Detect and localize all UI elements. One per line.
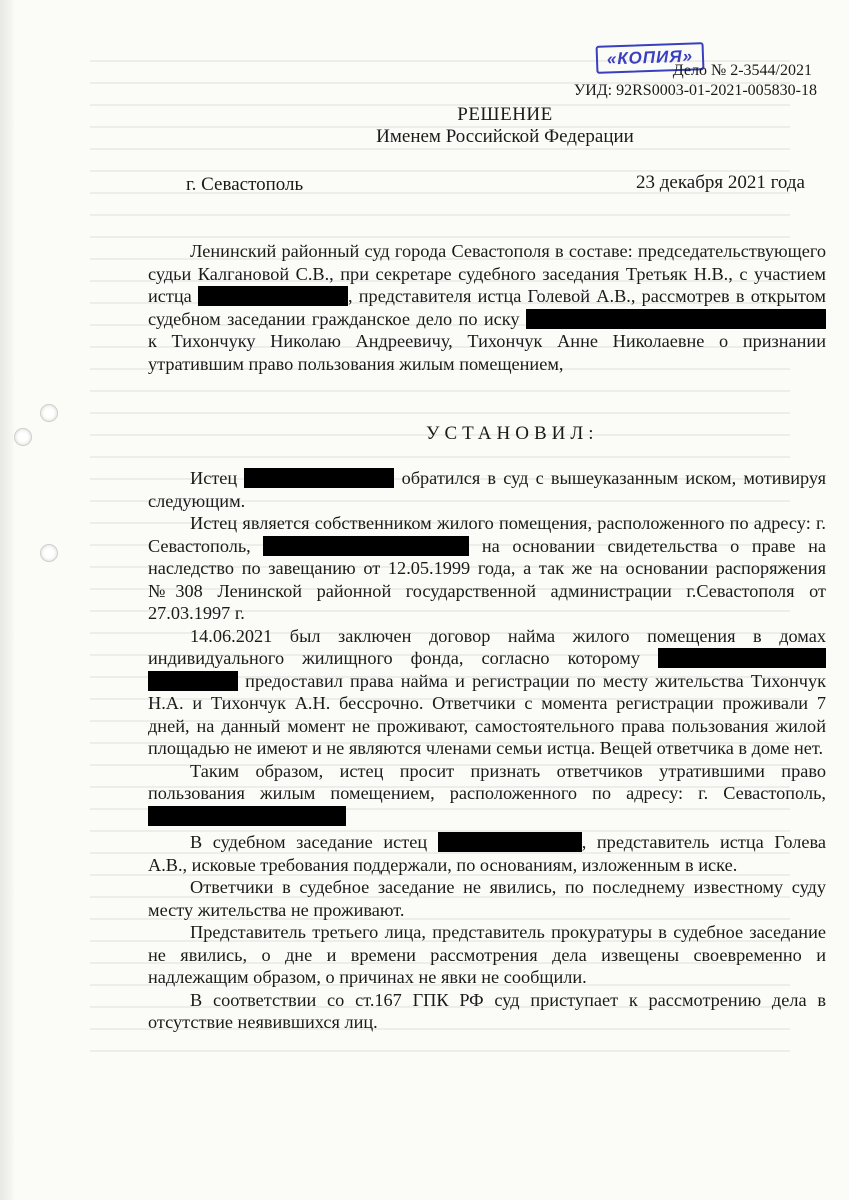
paragraph: Представитель третьего лица, представитель прокуратуры в судебное заседание не явились, о дне и времени рассмотрения дела извещены своевременно и надлежащим образом, о причинах не явки не сообщили. [148,922,826,987]
redaction [658,648,826,668]
redaction [438,832,582,852]
section-heading: УСТАНОВИЛ: [426,423,599,444]
paragraph [148,512,826,625]
paragraph-text: 14.06.2021 был заключен договор найма жилого помещения в домах индивидуального жилищного фонда, согласно которому [148,625,826,668]
intro-text: Ленинский районный суд города Севастополя в составе: председательствующего судьи Калгановой С.В., при секретаре судебного заседания Третьяк Н.В., с участием истца [148,241,826,306]
paragraph: Ответчики в судебное заседание не явились, по последнему известному суду месту жительства не проживают. [148,877,826,920]
paragraph-text: Истец является собственником жилого помещения, расположенного по адресу: г. Севастополь, [148,513,826,556]
redaction [263,536,469,556]
paragraph-text: Таким образом, истец просит признать ответчиков утратившими право пользования жилым помещением, расположенного по адресу: г. Севастополь, [148,760,826,803]
punch-hole [40,544,58,562]
paragraph-text: предоставил права найма и регистрации по месту жительства Тихончук Н.А. и Тихончук А.Н. бессрочно. Ответчики с момента регистрации проживали 7 дней, на данный момент не проживают, самостоятельного права пользования жилой площадью не имеют и не являются членами семьи истца. Вещей ответчика в доме нет. [148,670,826,758]
city: г. Севастополь [186,174,304,195]
punch-hole [14,428,32,446]
redaction [526,309,826,329]
scan-edge [0,0,14,1200]
document-title: РЕШЕНИЕ [457,104,553,125]
intro-text: , представителя истца Голевой А.В., рассмотрев в открытом судебном заседании гражданское дело по иску [148,286,826,329]
body-paragraphs [148,467,826,1034]
case-number: Дело № 2-3544/2021 [672,62,812,79]
paragraph-text: Истец [190,468,245,488]
redaction [148,671,238,691]
copy-stamp: «КОПИЯ» [596,42,705,74]
intro-paragraph [148,240,826,375]
intro-text: к Тихончуку Николаю Андреевичу, Тихончук Анне Николаевне о признании утратившим право пользования жилым помещением, [148,331,826,374]
document-subtitle: Именем Российской Федерации [376,126,634,147]
redaction [198,286,348,306]
case-uid: УИД: 92RS0003-01-2021-005830-18 [573,82,817,99]
decision-date: 23 декабря 2021 года [635,172,805,193]
redaction [148,806,346,826]
paragraph [148,467,826,512]
paragraph-text: , представитель истца Голева А.В., исковые требования поддержали, по основаниям, изложенным в иске. [148,832,826,875]
punch-hole [40,404,58,422]
paragraph-text: обратился в суд с вышеуказанным иском, мотивируя следующим. [148,468,826,511]
redaction [244,468,394,488]
paragraph [148,760,826,828]
paragraph: В соответствии со ст.167 ГПК РФ суд приступает к рассмотрению дела в отсутствие неявившихся лиц. [148,989,826,1032]
paragraph [148,831,826,876]
paragraph-text: на основании свидетельства о праве на наследство по завещанию от 12.05.1999 года, а так же на основании распоряжения №308 Ленинской районной государственной администрации г.Севастополя от 27.03.1997 г. [148,535,826,623]
paragraph-text: В судебном заседание истец [190,832,438,852]
paragraph [148,625,826,760]
